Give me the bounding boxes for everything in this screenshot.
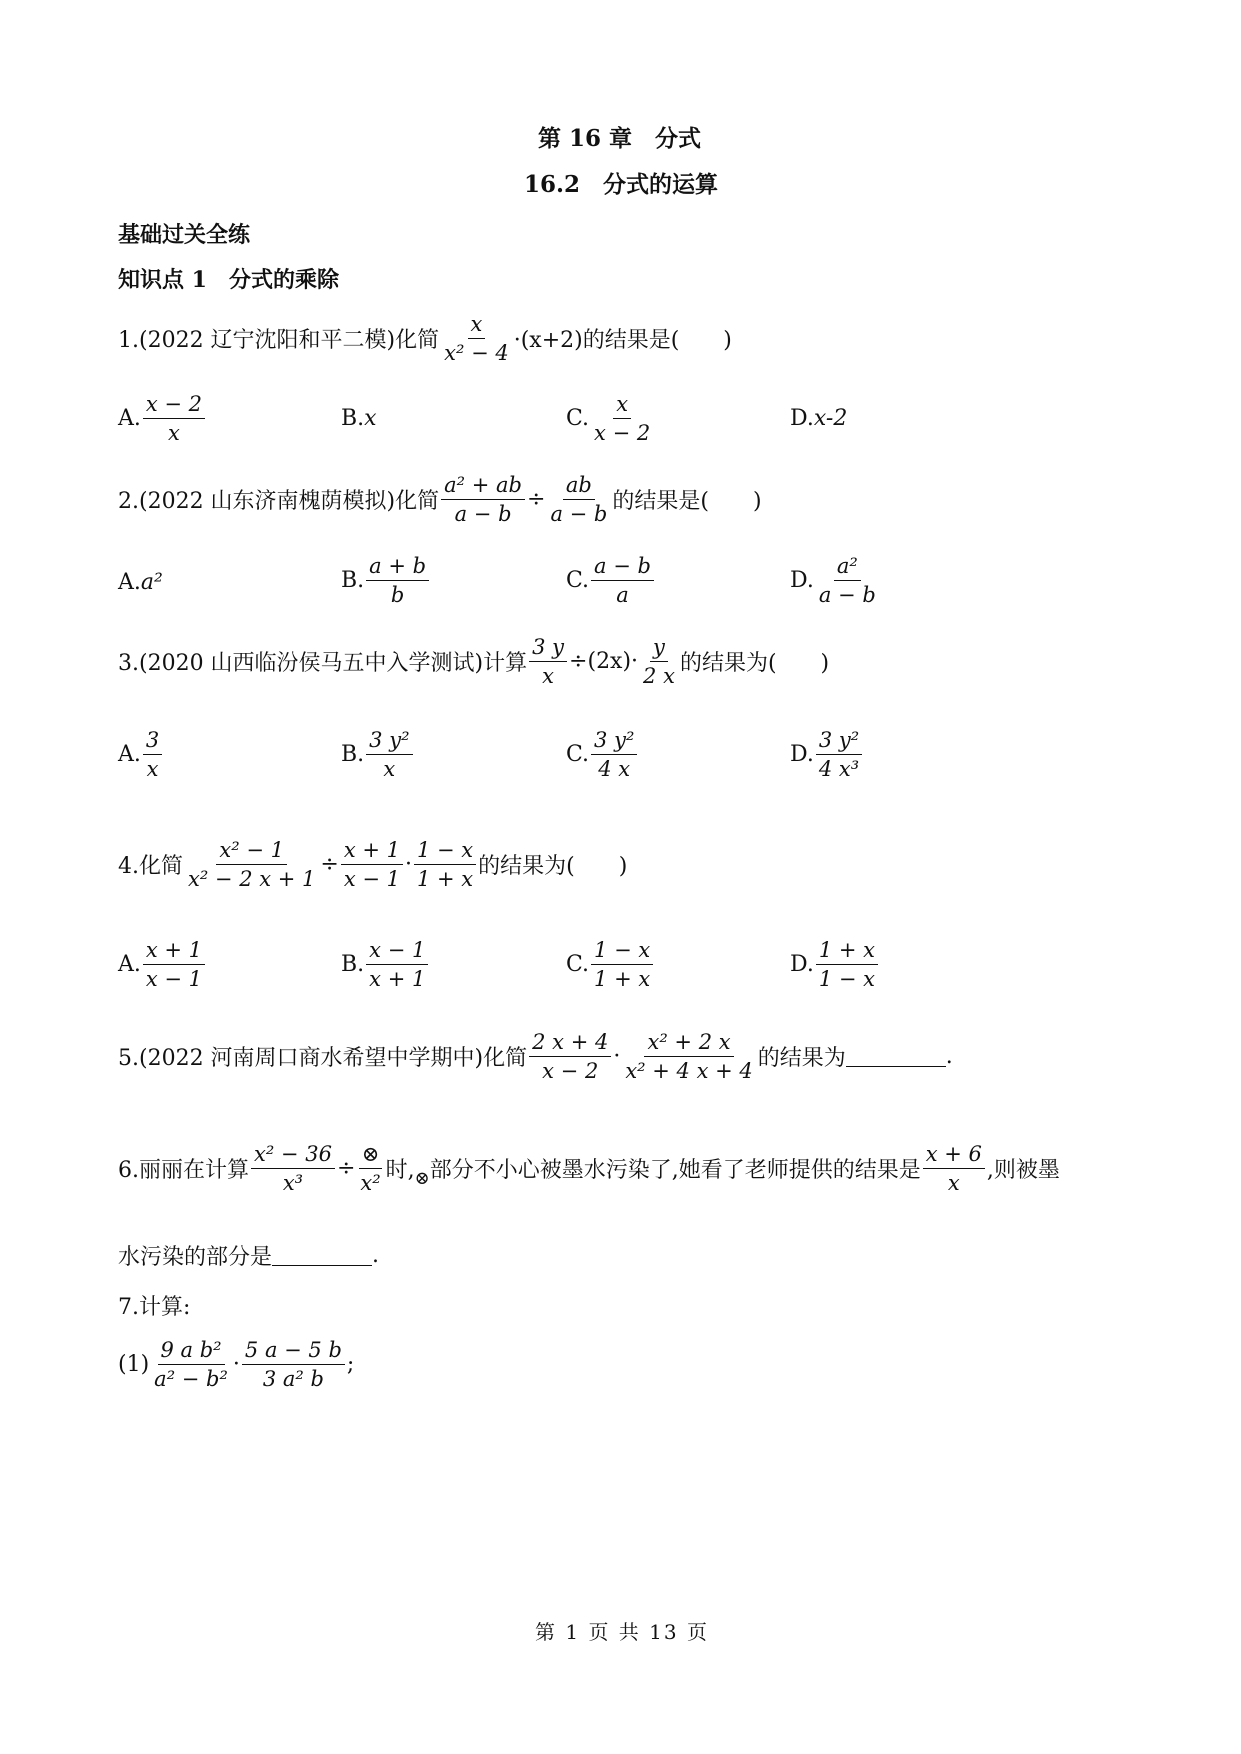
q4-prefix: 4.化简: [118, 854, 183, 880]
q3-c-den: 4 x: [598, 757, 631, 782]
q6-f1-den: x³: [282, 1171, 304, 1196]
q6-fraction-2: [357, 1142, 383, 1195]
q7-f2-den: 3 a² b: [262, 1367, 324, 1392]
q6-f3-num: x + 6: [923, 1142, 985, 1169]
q7-fraction-2: [242, 1338, 345, 1391]
q4-b-num: x − 1: [366, 938, 428, 965]
q2-f1-den: a − b: [454, 502, 512, 527]
q5-fraction-1: [529, 1030, 611, 1083]
q3-d-fraction: [816, 728, 862, 781]
question-5: [118, 1030, 953, 1083]
q2-fraction-1: [441, 473, 525, 526]
practice-heading: 基础过关全练: [118, 222, 251, 248]
q3-d-label: D.: [790, 742, 814, 768]
q3-a-den: x: [146, 757, 159, 782]
q1-suffix: ·(x+2)的结果是( ): [513, 328, 732, 354]
q2-c-den: a: [616, 583, 629, 608]
q1-b-label: B.: [341, 406, 365, 431]
q6-answer-blank[interactable]: [272, 1245, 372, 1266]
q6-f2-den: x²: [360, 1171, 381, 1196]
q4-b-label: B.: [341, 952, 365, 978]
q6-f3-den: x: [947, 1171, 960, 1196]
q2-suffix: 的结果是( ): [612, 489, 762, 515]
q4-f2-den: x − 1: [343, 867, 400, 892]
q6-mid-2: 部分不小心被墨水污染了,她看了老师提供的结果是: [429, 1158, 921, 1184]
q6-fraction-3: [923, 1142, 985, 1195]
q2-d-fraction: [816, 554, 879, 607]
q1-c-fraction: [591, 392, 653, 445]
q4-c-fraction: [591, 938, 653, 991]
q4-f1-den: x² − 2 x + 1: [188, 867, 316, 892]
q4-f3-den: 1 + x: [417, 867, 474, 892]
q1-d-text: x-2: [813, 406, 848, 431]
q1-a-fraction: [143, 392, 205, 445]
q3-d-num: 3 y²: [816, 728, 862, 755]
q3-d-den: 4 x³: [818, 757, 860, 782]
q3-a-fraction: [143, 728, 162, 781]
q4-f2-num: x + 1: [341, 838, 403, 865]
q4-fraction-2: [341, 838, 403, 891]
q2-b-den: b: [390, 583, 405, 608]
q2-c-fraction: [591, 554, 654, 607]
q6-line2: 水污染的部分是: [118, 1245, 273, 1270]
q2-f2-den: a − b: [550, 502, 608, 527]
q3-option-a: [118, 728, 164, 781]
ink-stain-icon: ⊗: [414, 1168, 430, 1190]
q7-operator: ·: [232, 1352, 240, 1378]
q3-b-den: x: [383, 757, 396, 782]
q3-a-label: A.: [118, 742, 141, 768]
q2-option-d: [790, 554, 881, 607]
q6-end: .: [372, 1243, 380, 1268]
question-3: [118, 635, 829, 688]
q5-f2-num: x² + 2 x: [644, 1030, 733, 1057]
question-2: [118, 473, 762, 526]
q7-f1-den: a² − b²: [154, 1367, 228, 1392]
q1-frac-num: x: [468, 312, 486, 339]
q1-option-d: [790, 406, 847, 431]
q2-d-num: a²: [834, 554, 861, 581]
q5-f1-den: x − 2: [542, 1059, 599, 1084]
q6-mid-1: 时,: [385, 1158, 415, 1184]
q4-a-den: x − 1: [145, 967, 203, 992]
q1-fraction: [441, 312, 512, 365]
q1-option-c: [566, 392, 655, 445]
q3-fraction-1: [529, 635, 567, 688]
q4-f1-num: x² − 1: [216, 838, 287, 865]
q6-suffix: ,则被墨: [986, 1158, 1060, 1184]
q3-mid: ÷(2x)·: [569, 649, 639, 675]
q1-option-b: [341, 406, 377, 431]
chapter-title: 第 16 章 分式: [538, 125, 702, 152]
question-4: [118, 838, 627, 891]
q5-operator: ·: [613, 1044, 621, 1070]
q7-part1-label: (1): [118, 1352, 150, 1378]
q2-option-b: [341, 554, 431, 607]
q2-b-fraction: [366, 554, 429, 607]
q4-fraction-1: [185, 838, 318, 891]
question-1: [118, 312, 732, 365]
q5-f1-num: 2 x + 4: [529, 1030, 611, 1057]
q5-end: .: [945, 1044, 953, 1070]
q4-f3-num: 1 − x: [414, 838, 476, 865]
q4-suffix: 的结果为( ): [478, 854, 628, 880]
section-title: 16.2 分式的运算: [524, 171, 719, 198]
q4-b-den: x + 1: [369, 967, 426, 992]
q3-b-num: 3 y²: [366, 728, 412, 755]
q4-operator-2: ·: [405, 852, 412, 878]
knowledge-point-heading: 知识点 1 分式的乘除: [118, 267, 339, 293]
q3-f1-den: x: [542, 664, 555, 689]
q4-a-label: A.: [118, 952, 141, 978]
q4-d-label: D.: [790, 952, 814, 978]
q4-operator-1: ÷: [320, 852, 339, 878]
q2-c-num: a − b: [591, 554, 654, 581]
q4-option-c: [566, 938, 655, 991]
q6-prefix: 6.丽丽在计算: [118, 1158, 249, 1184]
q4-c-den: 1 + x: [594, 967, 651, 992]
q2-a-label: A.: [118, 570, 141, 595]
q4-d-den: 1 − x: [818, 967, 876, 992]
q1-a-label: A.: [118, 406, 141, 432]
q3-suffix: 的结果为( ): [679, 651, 830, 677]
q3-fraction-2: [640, 635, 678, 688]
question-7-title: 7.计算:: [118, 1295, 191, 1320]
q4-c-num: 1 − x: [591, 938, 653, 965]
q4-d-fraction: [816, 938, 878, 991]
q3-a-num: 3: [143, 728, 162, 755]
q2-f2-num: ab: [563, 473, 595, 500]
q3-prefix: 3.(2020 山西临汾侯马五中入学测试)计算: [118, 651, 528, 677]
q3-c-num: 3 y²: [591, 728, 637, 755]
q2-option-c: [566, 554, 656, 607]
q1-d-label: D.: [790, 406, 814, 431]
q1-c-label: C.: [566, 406, 590, 432]
q2-b-label: B.: [341, 568, 365, 594]
q7-f2-num: 5 a − 5 b: [242, 1338, 345, 1365]
q7-fraction-1: [151, 1338, 231, 1391]
q3-c-label: C.: [566, 742, 590, 768]
q1-c-num: x: [613, 392, 631, 419]
q3-f1-num: 3 y: [529, 635, 567, 662]
q1-frac-den: x² − 4: [444, 341, 509, 366]
q4-b-fraction: [366, 938, 428, 991]
q2-operator: ÷: [527, 487, 546, 513]
page-footer: 第 1 页 共 13 页: [535, 1620, 709, 1644]
q3-b-fraction: [366, 728, 412, 781]
q7-end: ;: [346, 1352, 355, 1378]
q2-f1-num: a² + ab: [441, 473, 525, 500]
q3-f2-num: y: [650, 635, 668, 662]
q3-option-c: [566, 728, 639, 781]
q6-f2-num: ⊗: [359, 1142, 383, 1169]
q4-c-label: C.: [566, 952, 590, 978]
q5-prefix: 5.(2022 河南周口商水希望中学期中)化简: [118, 1046, 528, 1072]
q2-b-num: a + b: [366, 554, 429, 581]
q4-option-b: [341, 938, 430, 991]
question-6-line-2: [118, 1240, 379, 1271]
q6-fraction-1: [251, 1142, 335, 1195]
q4-a-fraction: [143, 938, 205, 991]
q2-d-label: D.: [790, 568, 814, 594]
q2-option-a: [118, 570, 163, 595]
question-7-part-1: [118, 1338, 354, 1391]
q2-d-den: a − b: [818, 583, 876, 608]
q4-option-a: [118, 938, 207, 991]
q4-a-num: x + 1: [143, 938, 205, 965]
q4-option-d: [790, 938, 880, 991]
q5-answer-blank[interactable]: [846, 1046, 946, 1067]
q1-b-text: x: [364, 406, 377, 431]
q3-c-fraction: [591, 728, 637, 781]
q5-suffix: 的结果为: [757, 1046, 846, 1072]
q2-c-label: C.: [566, 568, 590, 594]
q7-f1-num: 9 a b²: [158, 1338, 225, 1365]
question-6: [118, 1142, 1060, 1195]
q1-option-a: [118, 392, 207, 445]
q6-f1-num: x² − 36: [251, 1142, 335, 1169]
q6-operator: ÷: [336, 1156, 356, 1182]
q3-f2-den: 2 x: [643, 664, 675, 689]
q1-a-num: x − 2: [143, 392, 205, 419]
q3-option-d: [790, 728, 864, 781]
q5-f2-den: x² + 4 x + 4: [625, 1059, 753, 1084]
q2-a-text: a²: [140, 570, 163, 595]
q4-d-num: 1 + x: [816, 938, 878, 965]
q3-option-b: [341, 728, 415, 781]
q3-b-label: B.: [341, 742, 365, 768]
q1-a-den: x: [168, 421, 180, 446]
q5-fraction-2: [622, 1030, 755, 1083]
q1-c-den: x − 2: [594, 421, 651, 446]
q2-fraction-2: [547, 473, 610, 526]
q1-prefix: 1.(2022 辽宁沈阳和平二模)化简: [118, 328, 440, 354]
q4-fraction-3: [414, 838, 476, 891]
q2-prefix: 2.(2022 山东济南槐荫模拟)化简: [118, 489, 440, 515]
